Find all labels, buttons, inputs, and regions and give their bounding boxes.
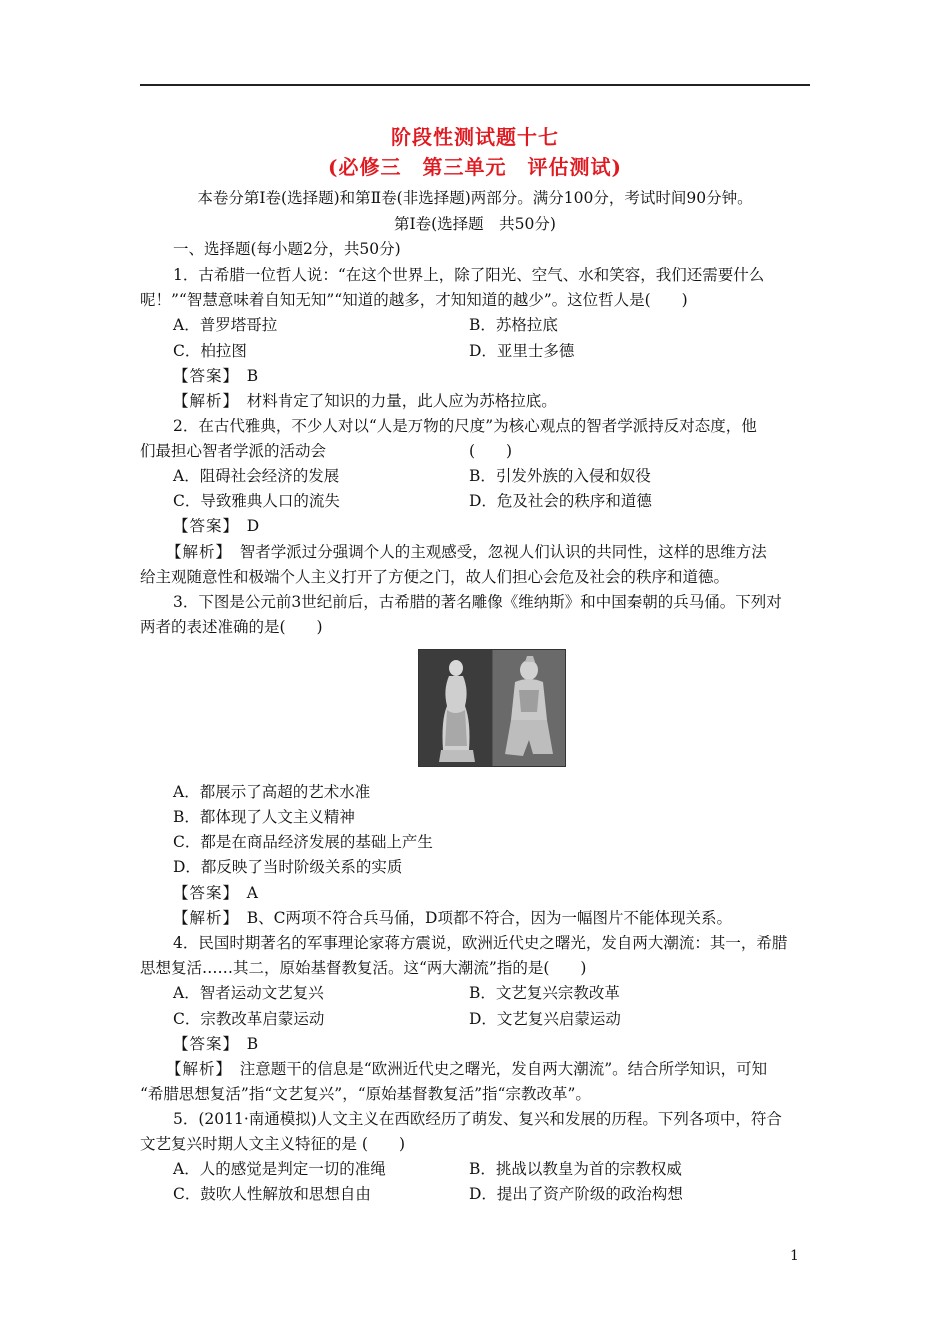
q5-stem-line1: 5．(2011·南通模拟)人文主义在西欧经历了萌发、复兴和发展的历程。下列各项中，符合 bbox=[173, 1110, 782, 1128]
q4-stem-line1: 4．民国时期著名的军事理论家蒋方震说，欧洲近代史之曙光，发自两大潮流：其一，希腊 bbox=[173, 934, 788, 952]
q2-analysis-text1: 智者学派过分强调个人的主观感受，忽视人们认识的共同性，这样的思维方法 bbox=[239, 543, 767, 561]
q1-analysis bbox=[140, 390, 843, 412]
q2-option-b: B．引发外族的入侵和奴役 bbox=[469, 467, 651, 485]
q3-option-a: A．都展示了高超的艺术水准 bbox=[173, 783, 371, 801]
q2-analysis-line1 bbox=[140, 541, 836, 563]
q2-paren: ( ) bbox=[469, 442, 513, 460]
q4-stem-line2: 思想复活……其二，原始基督教复活。这“两大潮流”指的是( ) bbox=[140, 959, 587, 977]
q2-stem-line1: 2．在古代雅典，不少人对以“人是万物的尺度”为核心观点的智者学派持反对态度，他 bbox=[173, 417, 757, 435]
q3-option-d: D．都反映了当时阶级关系的实质 bbox=[173, 858, 403, 876]
q1-option-a: A．普罗塔哥拉 bbox=[173, 316, 278, 334]
q1-stem-line1: 1．古希腊一位哲人说：“在这个世界上，除了阳光、空气、水和笑容，我们还需要什么 bbox=[173, 266, 765, 284]
page-number: 1 bbox=[790, 1248, 799, 1264]
q4-option-d: D．文艺复兴启蒙运动 bbox=[469, 1010, 621, 1028]
q5-stem-line2: 文艺复兴时期人文主义特征的是 ( ) bbox=[140, 1135, 406, 1153]
q2-stem-text: 们最担心智者学派的活动会 bbox=[140, 442, 327, 460]
q4-answer-value: B bbox=[246, 1035, 259, 1053]
q3-stem-line2: 两者的表述准确的是( ) bbox=[140, 618, 323, 636]
q2-option-c: C．导致雅典人口的流失 bbox=[173, 492, 340, 510]
q2-option-d: D．危及社会的秩序和道德 bbox=[469, 492, 652, 510]
q1-option-b: B．苏格拉底 bbox=[469, 316, 558, 334]
q4-answer bbox=[140, 1033, 843, 1055]
q1-option-c: C．柏拉图 bbox=[173, 342, 247, 360]
q5-option-a: A．人的感觉是判定一切的准绳 bbox=[173, 1160, 386, 1178]
answer-tag: 【答案】 bbox=[173, 1035, 232, 1053]
analysis-tag: 【解析】 bbox=[173, 909, 232, 927]
q3-stem-line1: 3．下图是公元前3世纪前后，古希腊的著名雕像《维纳斯》和中国秦朝的兵马俑。下列对 bbox=[173, 593, 782, 611]
part1-title: 第Ⅰ卷(选择题 共50分) bbox=[394, 215, 556, 233]
q4-analysis-line1 bbox=[140, 1058, 836, 1080]
page-subtitle: (必修三 第三单元 评估测试) bbox=[328, 155, 622, 179]
venus-statue-image bbox=[419, 650, 492, 766]
analysis-tag: 【解析】 bbox=[166, 1060, 225, 1078]
q1-analysis-text: 材料肯定了知识的力量，此人应为苏格拉底。 bbox=[246, 392, 557, 410]
analysis-tag: 【解析】 bbox=[166, 543, 225, 561]
q2-stem-line2 bbox=[140, 440, 810, 462]
q2-answer bbox=[140, 515, 843, 537]
q4-analysis-line2: “希腊思想复活”指“文艺复兴”，“原始基督教复活”指“宗教改革”。 bbox=[140, 1085, 591, 1103]
q3-analysis-text: B、C两项不符合兵马俑，D项都不符合，因为一幅图片不能体现关系。 bbox=[246, 909, 732, 927]
answer-tag: 【答案】 bbox=[173, 884, 232, 902]
analysis-tag: 【解析】 bbox=[173, 392, 232, 410]
terracotta-warrior-image bbox=[493, 650, 565, 766]
intro-text: 本卷分第Ⅰ卷(选择题)和第Ⅱ卷(非选择题)两部分。满分100分，考试时间90分钟。 bbox=[197, 189, 753, 207]
q2-option-a: A．阻碍社会经济的发展 bbox=[173, 467, 340, 485]
q5-option-b: B．挑战以教皇为首的宗教权威 bbox=[469, 1160, 682, 1178]
q3-answer bbox=[140, 882, 843, 904]
q1-stem-line2: 呢！”“智慧意味着自知无知”“知道的越多，才知知道的越少”。这位哲人是( ) bbox=[140, 291, 688, 309]
q3-option-c: C．都是在商品经济发展的基础上产生 bbox=[173, 833, 433, 851]
q5-option-c: C．鼓吹人性解放和思想自由 bbox=[173, 1185, 371, 1203]
page-title: 阶段性测试题十七 bbox=[391, 125, 559, 149]
header-rule bbox=[140, 84, 810, 86]
sculpture-photo bbox=[418, 649, 566, 767]
q4-option-c: C．宗教改革启蒙运动 bbox=[173, 1010, 325, 1028]
q1-answer bbox=[140, 365, 843, 387]
q4-option-a: A．智者运动文艺复兴 bbox=[173, 984, 324, 1002]
q2-answer-value: D bbox=[246, 517, 260, 535]
answer-tag: 【答案】 bbox=[173, 367, 232, 385]
q4-analysis-text1: 注意题干的信息是“欧洲近代史之曙光，发自两大潮流”。结合所学知识，可知 bbox=[239, 1060, 768, 1078]
q3-option-b: B．都体现了人文主义精神 bbox=[173, 808, 355, 826]
q4-option-b: B．文艺复兴宗教改革 bbox=[469, 984, 620, 1002]
answer-tag: 【答案】 bbox=[173, 517, 232, 535]
q2-analysis-line2: 给主观随意性和极端个人主义打开了方便之门，故人们担心会危及社会的秩序和道德。 bbox=[140, 568, 730, 586]
section1-heading: 一、选择题(每小题2分，共50分) bbox=[173, 240, 401, 258]
q3-analysis bbox=[140, 907, 843, 929]
q1-answer-value: B bbox=[246, 367, 259, 385]
q1-option-d: D．亚里士多德 bbox=[469, 342, 575, 360]
q3-answer-value: A bbox=[246, 884, 258, 902]
q5-option-d: D．提出了资产阶级的政治构想 bbox=[469, 1185, 683, 1203]
